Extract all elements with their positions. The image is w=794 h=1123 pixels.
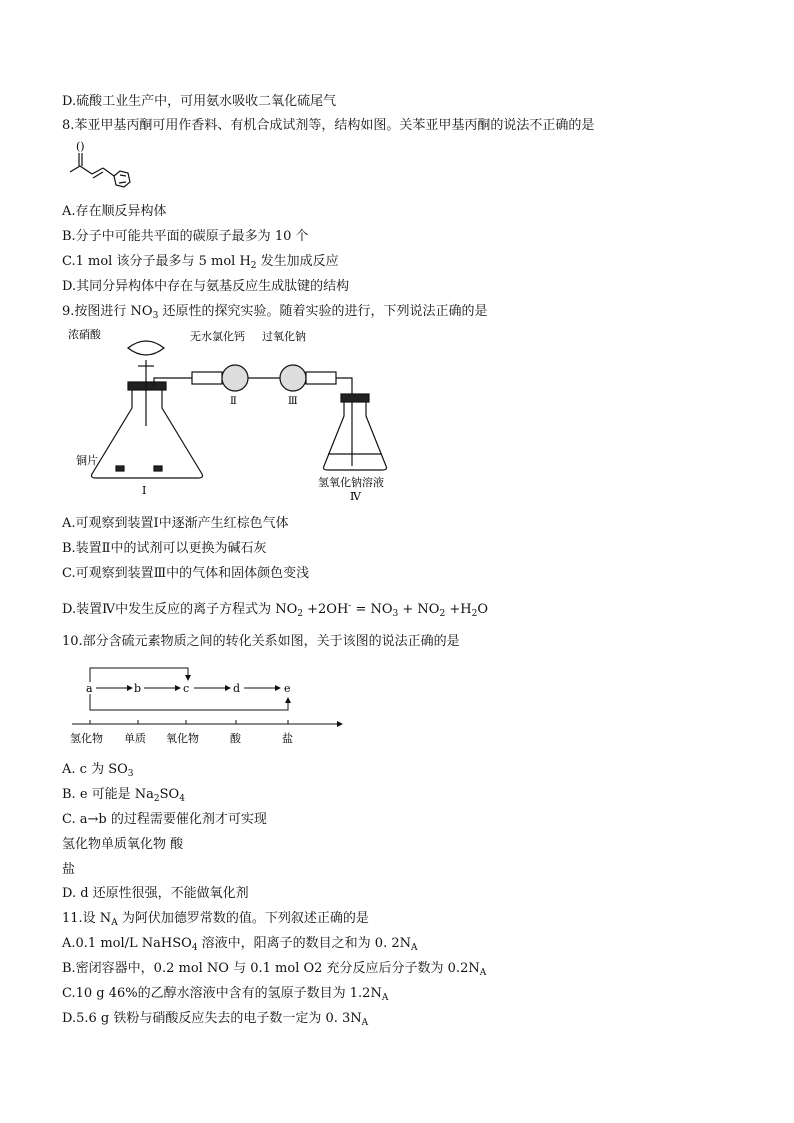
q11-stem: 11.设 $N_A$ 为阿伏加德罗常数的值。下列叙述正确的是 (62, 911, 369, 928)
label-sodium-peroxide: 过氧化钠 (262, 330, 306, 343)
node-a: a (86, 682, 93, 695)
q8-option-d: D.其同分异构体中存在与氨基反应生成肽键的结构 (62, 279, 350, 294)
label-conc-nitric-acid: 浓硝酸 (68, 328, 101, 341)
carbonyl-oxygen-label: () (76, 140, 85, 153)
q8-option-b: B.分子中可能共平面的碳原子最多为 10 个 (62, 229, 309, 244)
drying-bulb-ii (222, 365, 248, 391)
category-salt: 盐 (282, 732, 293, 745)
category-element: 单质 (124, 732, 146, 745)
q8-option-a: A.存在顺反异构体 (62, 204, 167, 219)
label-naoh-solution: 氢氧化钠溶液 (318, 476, 384, 489)
node-e: e (284, 682, 291, 695)
q10-stem: 10.部分含硫元素物质之间的转化关系如图，关于该图的说法正确的是 (62, 634, 460, 649)
q9-option-b: B.装置Ⅱ中的试剂可以更换为碱石灰 (62, 541, 267, 556)
q7-option-d: D.硫酸工业生产中，可用氨水吸收二氧化硫尾气 (62, 94, 337, 109)
q9-option-c: C.可观察到装置Ⅲ中的气体和固体颜色变浅 (62, 566, 310, 581)
q11-option-c: C.10 g 46%的乙醇水溶液中含有的氢原子数目为 $1.2N_A$ (62, 986, 389, 1003)
q10-option-d: D. d 还原性很强，不能做氧化剂 (62, 886, 249, 901)
label-apparatus-iv: Ⅳ (350, 490, 361, 503)
arrow-a-to-e (90, 694, 288, 710)
q10-option-a: A. c 为 $SO_3$ (62, 762, 134, 779)
label-apparatus-ii: Ⅱ (230, 396, 237, 407)
skeletal-formula (70, 153, 130, 187)
q10-option-c: C. a→b 的过程需要催化剂才可实现 (62, 812, 267, 827)
label-apparatus-i: Ⅰ (142, 484, 147, 497)
q9-stem: 9.按图进行 $NO_3$ 还原性的探究实验。随着实验的进行，下列说法正确的是 (62, 304, 488, 321)
category-hydride: 氢化物 (70, 732, 103, 745)
node-b: b (134, 682, 142, 695)
q10-stray-text-2: 盐 (62, 862, 76, 877)
q11-option-b: B.密闭容器中，0.2 mol NO 与 0.1 mol O2 充分反应后分子数为 $0.2N_A$ (62, 961, 487, 978)
copper-piece-right (154, 466, 162, 471)
q8-option-c: C.1 mol 该分子最多与 5 mol $H_2$ 发生加成反应 (62, 254, 339, 271)
q9-option-a: A.可观察到装置Ⅰ中逐渐产生红棕色气体 (62, 516, 289, 531)
drying-bulb-iii (280, 365, 306, 391)
tube-connector-left (192, 372, 222, 384)
stopper-i (128, 382, 166, 390)
separatory-funnel (128, 341, 164, 355)
copper-piece-left (116, 466, 124, 471)
label-copper-pieces: 铜片 (76, 454, 98, 467)
q10-transformation-diagram (62, 660, 362, 746)
category-acid: 酸 (230, 732, 241, 745)
label-anhydrous-cacl2: 无水氯化钙 (190, 330, 245, 343)
q8-stem: 8.苯亚甲基丙酮可用作香料、有机合成试剂等，结构如图。关苯亚甲基丙酮的说法不正确的是 (62, 118, 595, 133)
node-c: c (183, 682, 190, 695)
outlet-tube (336, 378, 352, 466)
q11-option-a: A.0.1 mol/L NaHSO$_4$ 溶液中，阳离子的数目之和为 0. $2N_A$ (62, 936, 418, 953)
q9-option-d: D.装置Ⅳ中发生反应的离子方程式为 $NO_2 +2OH^- = NO_3 + NO_2 +H_2O$ (62, 601, 488, 619)
stopper-iv (341, 394, 369, 402)
arrow-a-to-c (90, 668, 188, 682)
label-apparatus-iii: Ⅲ (288, 396, 298, 407)
node-d: d (233, 682, 241, 695)
conical-flask-iv (324, 398, 387, 470)
q10-stray-text-1: 氢化物单质氧化物 酸 (62, 837, 184, 852)
q11-option-d: D.5.6 g 铁粉与硝酸反应失去的电子数一定为 0. $3N_A$ (62, 1011, 369, 1028)
conical-flask-i (92, 384, 203, 478)
category-oxide: 氧化物 (166, 732, 199, 745)
tube-connector-right (306, 372, 336, 384)
q8-structure-diagram (62, 138, 142, 198)
q9-apparatus-diagram (62, 326, 422, 506)
q10-option-b: B. e 可能是 $Na_2SO_4$ (62, 787, 185, 804)
